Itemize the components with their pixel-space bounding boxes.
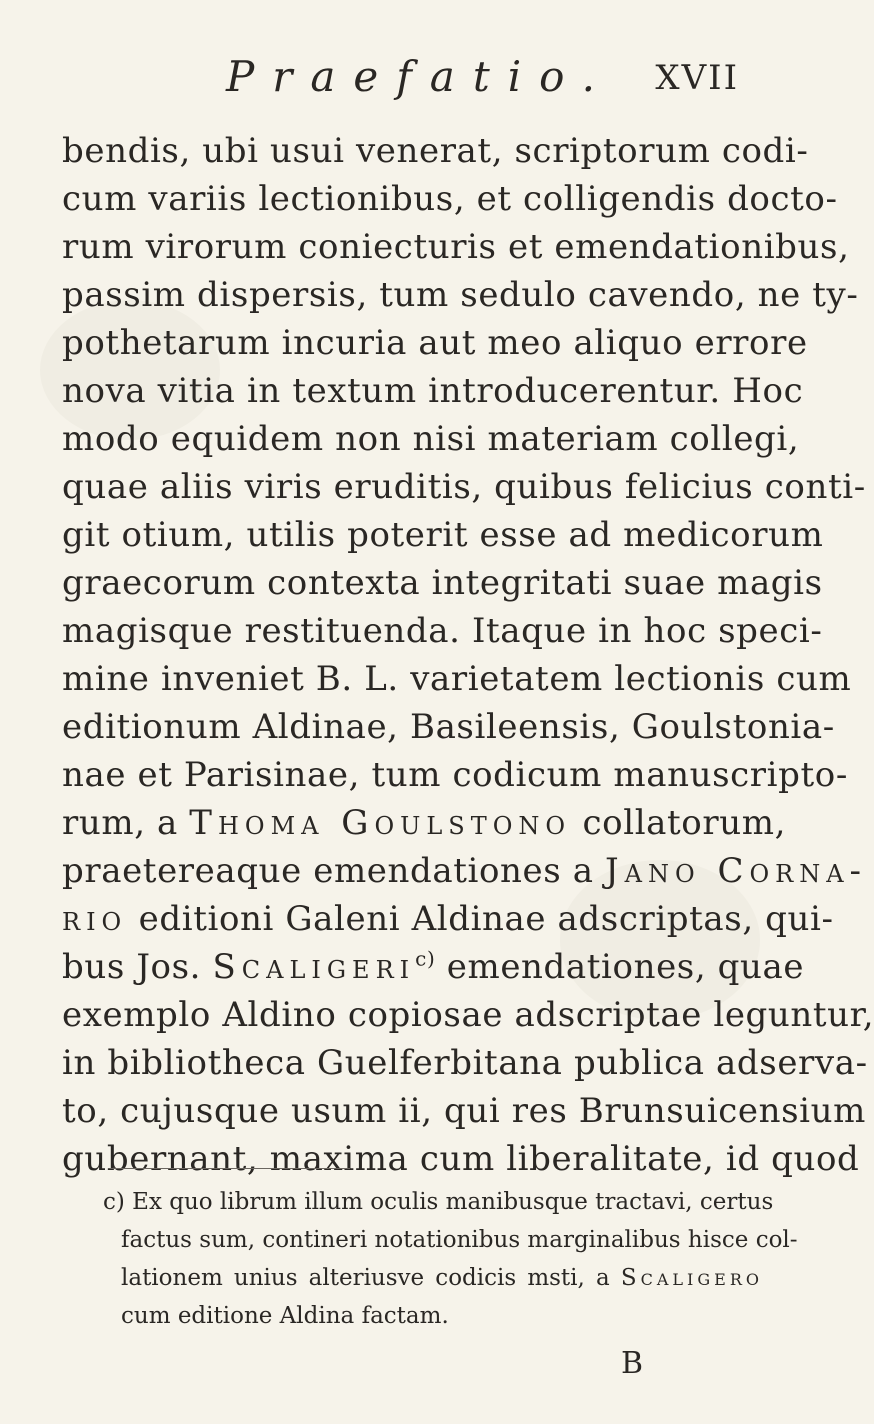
text-line: to, cujusque usum ii, qui res Brunsuicensium xyxy=(62,1091,866,1131)
text-line: nae et Parisinae, tum codicum manuscripto- xyxy=(62,755,848,795)
footnote xyxy=(103,1183,798,1335)
text-line: passim dispersis, tum sedulo cavendo, ne ty- xyxy=(62,275,859,315)
person-name-scaliger: Scaligeri xyxy=(212,947,416,987)
footnote-line: cum editione Aldina factam. xyxy=(121,1303,449,1329)
main-text xyxy=(62,127,874,1183)
text-line: exemplo Aldino copiosae adscriptae leguntur, xyxy=(62,995,874,1035)
person-name-scaliger: Scaligero xyxy=(620,1265,763,1291)
text-line: modo equidem non nisi materiam collegi, xyxy=(62,419,800,459)
page-number: XVII xyxy=(655,58,739,98)
text-line: nova vitia in textum introducerentur. Hoc xyxy=(62,371,804,411)
person-name-cornarius-end: rio xyxy=(62,899,128,939)
text-fragment: lationem unius alteriusve codicis msti, a xyxy=(121,1265,621,1291)
footnote-line: c) Ex quo librum illum oculis manibusque tractavi, certus xyxy=(103,1189,774,1215)
signature-mark: B xyxy=(621,1346,644,1381)
running-title: Praefatio. xyxy=(226,52,614,101)
text-line xyxy=(62,943,805,991)
footnote-reference[interactable]: c) xyxy=(415,946,436,971)
text-line xyxy=(62,847,868,895)
text-fragment: emendationes, quae xyxy=(435,947,805,987)
text-line: mine inveniet B. L. varietatem lectionis cum xyxy=(62,659,852,699)
text-line: cum variis lectionibus, et colligendis docto- xyxy=(62,179,838,219)
footnote-line xyxy=(103,1259,763,1297)
text-fragment: collatorum, xyxy=(571,803,786,843)
text-line: quae aliis viris eruditis, quibus felicius conti- xyxy=(62,467,866,507)
text-line: git otium, utilis poterit esse ad medicorum xyxy=(62,515,824,555)
text-line: magisque restituenda. Itaque in hoc speci- xyxy=(62,611,823,651)
text-fragment: rum, a xyxy=(62,803,190,843)
text-line xyxy=(62,799,786,847)
person-name-cornarius: Jano Corna- xyxy=(605,851,868,891)
text-fragment: bus Jos. xyxy=(62,947,213,987)
footnote-line: factus sum, contineri notationibus marginalibus hisce col- xyxy=(121,1227,798,1253)
text-fragment: praetereaque emendationes a xyxy=(62,851,606,891)
footnote-divider xyxy=(110,1168,350,1169)
text-line: graecorum contexta integritati suae magis xyxy=(62,563,823,603)
text-line: rum virorum coniecturis et emendationibus, xyxy=(62,227,850,267)
text-line: editionum Aldinae, Basileensis, Goulstonia- xyxy=(62,707,835,747)
text-line: in bibliotheca Guelferbitana publica adserva- xyxy=(62,1043,868,1083)
text-line: gubernant, maxima cum liberalitate, id quod xyxy=(62,1139,860,1179)
person-name-goulston: Thoma Goulstono xyxy=(189,803,572,843)
text-line: pothetarum incuria aut meo aliquo errore xyxy=(62,323,808,363)
text-line: bendis, ubi usui venerat, scriptorum codi- xyxy=(62,131,809,171)
text-fragment: editioni Galeni Aldinae adscriptas, qui- xyxy=(127,899,834,939)
running-header xyxy=(0,52,801,102)
text-line xyxy=(62,895,834,943)
